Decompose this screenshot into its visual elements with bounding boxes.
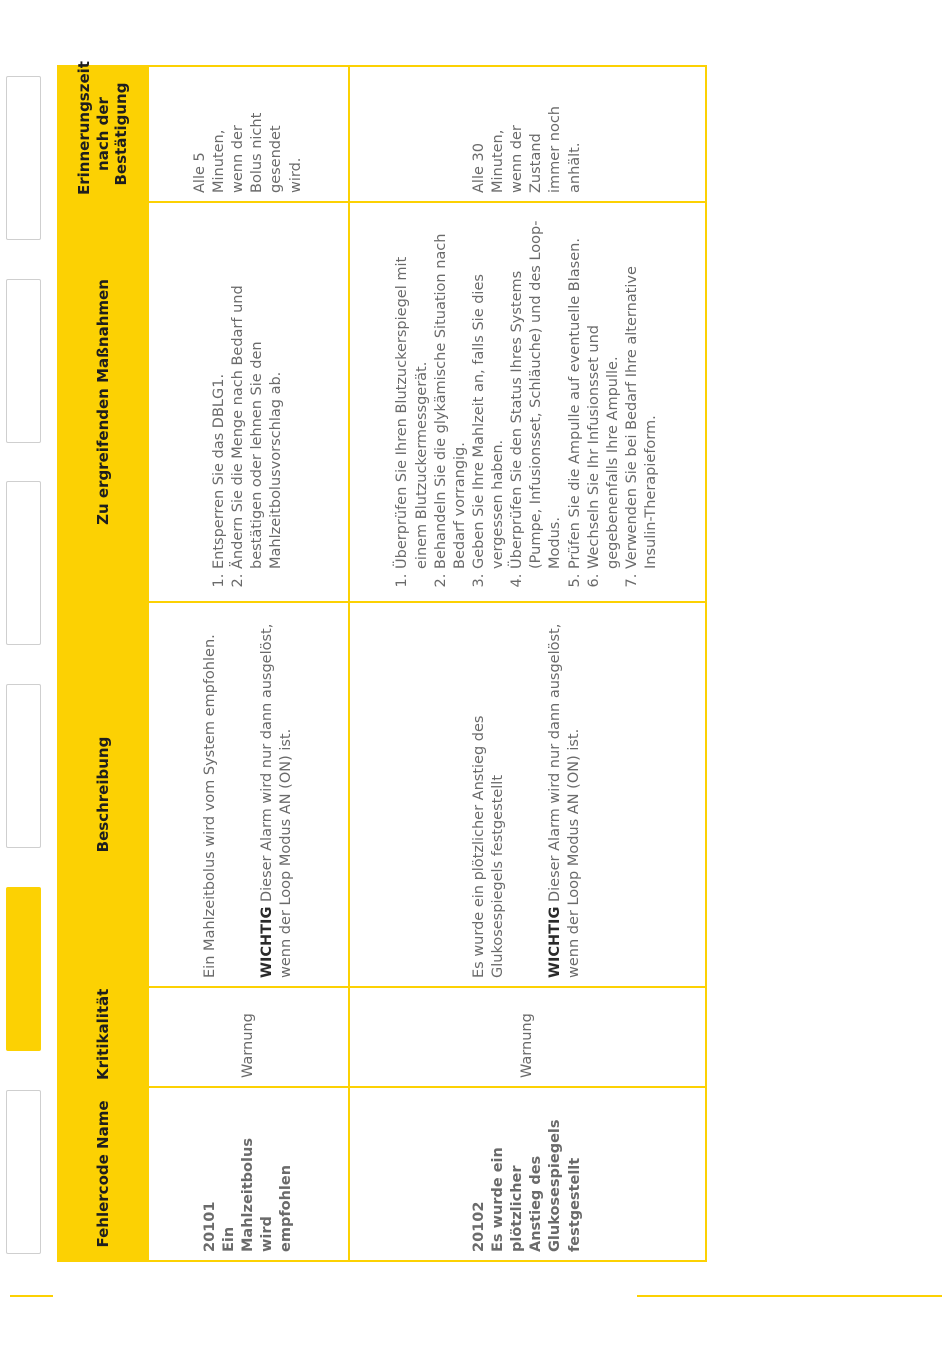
- list-item: 1. Überprüfen Sie Ihren Blutzuckerspiegel mit einem Blutzuckermessgerät.: [393, 211, 431, 569]
- side-tab-1[interactable]: [6, 1090, 41, 1254]
- row1-description-cell: [148, 602, 349, 987]
- row1-reminder-line: gesendet: [268, 125, 285, 193]
- rotated-table-container: [57, 61, 707, 1262]
- footer-line-right: [637, 1295, 942, 1297]
- table-row: [148, 66, 349, 1261]
- row2-code-cell: [349, 1087, 706, 1261]
- row1-name-line: Mahlzeitbolus: [239, 1138, 256, 1252]
- row2-actions-list: [393, 211, 661, 593]
- list-item: 1. Entsperren Sie das DBLG1.: [210, 211, 229, 569]
- row2-name-line: Es wurde ein: [490, 1147, 507, 1252]
- row1-code-cell: [148, 1087, 349, 1261]
- row2-reminder-line: Alle 30: [470, 143, 487, 193]
- row1-important-label: WICHTIG: [258, 906, 275, 978]
- row2-code: 20102: [470, 1201, 487, 1252]
- row2-reminder-line: anhält.: [566, 142, 583, 193]
- list-item: 4. Überprüfen Sie den Status Ihres Systems (Pumpe, Infusionsset, Schläuche) und des Loop-Modus.: [508, 211, 565, 569]
- header-actions: Zu ergreifenden Maßnahmen: [58, 202, 148, 602]
- side-tab-6[interactable]: [6, 76, 41, 240]
- row1-name-line: wird: [258, 1216, 275, 1252]
- row1-important-text: Dieser Alarm wird nur dann ausgelöst, wenn der Loop Modus AN (ON) ist.: [258, 623, 294, 978]
- row2-reminder-line: wenn der: [509, 125, 526, 193]
- side-tab-active[interactable]: [6, 887, 41, 1051]
- list-item: 2. Behandeln Sie die glykämische Situation nach Bedarf vorrangig.: [432, 211, 470, 569]
- row1-actions-cell: [148, 202, 349, 602]
- row1-reminder-cell: [148, 66, 349, 202]
- header-criticality: Kritikalität: [58, 987, 148, 1087]
- header-reminder: Erinnerungszeit nach der Bestätigung: [58, 66, 148, 202]
- row2-name-line: Anstieg des: [528, 1155, 545, 1252]
- row2-reminder-line: Minuten,: [490, 129, 507, 193]
- row1-name-line: Ein: [220, 1226, 237, 1252]
- row1-code: 20101: [201, 1201, 218, 1252]
- row2-important-label: WICHTIG: [547, 906, 564, 978]
- row1-criticality: Warnung: [148, 987, 349, 1087]
- side-tab-4[interactable]: [6, 481, 41, 645]
- row2-criticality: Warnung: [349, 987, 706, 1087]
- footer-line-left: [10, 1295, 53, 1297]
- row1-name-line: empfohlen: [278, 1164, 295, 1252]
- row2-description: Es wurde ein plötzlicher Anstieg des Glukosespiegels festgestellt: [471, 715, 507, 978]
- header-description: Beschreibung: [58, 602, 148, 987]
- list-item: 3. Geben Sie Ihre Mahlzeit an, falls Sie dies vergessen haben.: [470, 211, 508, 569]
- row2-name-line: Glukosespiegels: [547, 1119, 564, 1252]
- table-row: [349, 66, 706, 1261]
- header-code: Fehlercode Name: [58, 1087, 148, 1261]
- row2-important-text: Dieser Alarm wird nur dann ausgelöst, wenn der Loop Modus AN (ON) ist.: [547, 623, 583, 978]
- list-item: 2. Ändern Sie die Menge nach Bedarf und bestätigen oder lehnen Sie den Mahlzeitbolusvorschlag ab.: [229, 211, 286, 569]
- alarm-table: [57, 61, 707, 1262]
- row2-actions-cell: [349, 202, 706, 602]
- side-tab-3[interactable]: [6, 684, 41, 848]
- side-tab-5[interactable]: [6, 279, 41, 443]
- row2-description-cell: [349, 602, 706, 987]
- list-item: 6. Wechseln Sie Ihr Infusionsset und gegebenenfalls Ihre Ampulle.: [585, 211, 623, 569]
- table-header-row: [58, 66, 148, 1261]
- row2-name-line: festgestellt: [566, 1157, 583, 1252]
- row1-reminder-line: Minuten,: [211, 129, 228, 193]
- row2-reminder-cell: [349, 66, 706, 202]
- row1-reminder-line: Alle 5: [191, 152, 208, 193]
- row2-name-line: plötzlicher: [509, 1165, 526, 1252]
- row2-reminder-line: immer noch: [547, 106, 564, 193]
- row1-reminder-line: wenn der: [230, 125, 247, 193]
- row1-description: Ein Mahlzeitbolus wird vom System empfohlen.: [201, 634, 218, 978]
- row1-reminder-line: wird.: [287, 157, 304, 193]
- row2-reminder-line: Zustand: [528, 133, 545, 193]
- row2-important-note: [546, 611, 584, 978]
- row1-important-note: [258, 611, 296, 978]
- list-item: 7. Verwenden Sie bei Bedarf Ihre alternative Insulin-Therapieform.: [623, 211, 661, 569]
- list-item: 5. Prüfen Sie die Ampulle auf eventuelle Blasen.: [566, 211, 585, 569]
- row1-actions-list: [210, 211, 287, 593]
- row1-reminder-line: Bolus nicht: [249, 112, 266, 193]
